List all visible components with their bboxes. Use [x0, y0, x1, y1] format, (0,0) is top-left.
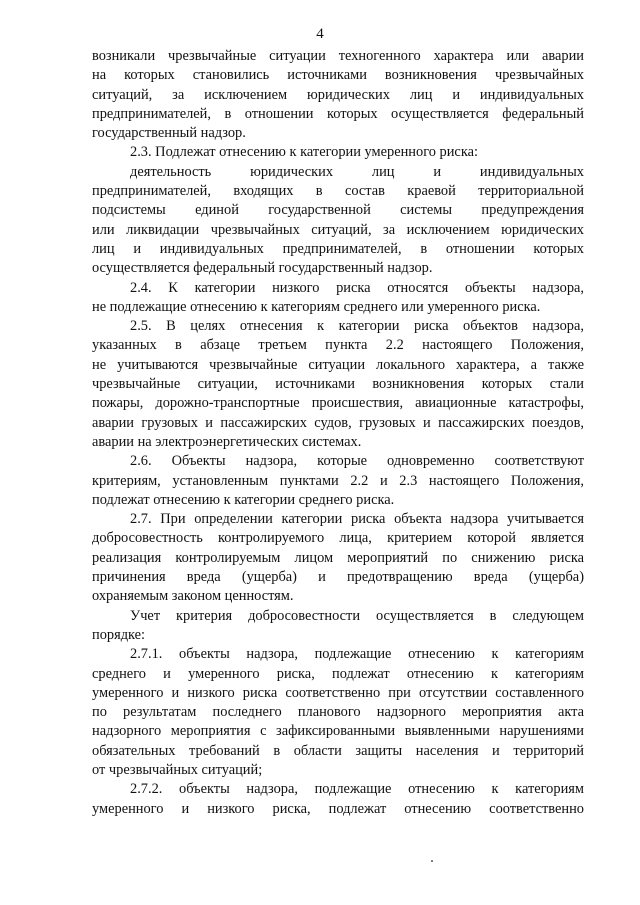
text-line: от чрезвычайных ситуаций; [92, 761, 263, 778]
text-line: 2.3. Подлежат отнесению к категории умеренного риска: [130, 144, 478, 161]
text-line: подсистемы единой государственной системы предупреждения [92, 202, 584, 219]
text-line: умеренного и низкого риска соответственно при отсутствии составленного [92, 684, 584, 701]
text-line: причинения вреда (ущерба) и предотвращению вреда (ущерба) [92, 569, 584, 586]
text-line: Учет критерия добросовестности осуществляется в следующем [130, 607, 584, 624]
text-line: охраняемым законом ценностям. [92, 588, 294, 605]
text-line: на которых становились источниками возникновения чрезвычайных [92, 67, 584, 84]
text-line: не учитываются чрезвычайные ситуации локального характера, а также [92, 356, 584, 373]
text-line: предпринимателей, в отношении которых осуществляется федеральный [92, 105, 584, 122]
text-line: надзорного мероприятия с зафиксированными выявленными нарушениями [92, 723, 584, 740]
paragraph-2-7-1 [92, 645, 584, 780]
text-line: 2.5. В целях отнесения к категории риска объектов надзора, [130, 318, 584, 335]
text-line: не подлежащие отнесению к категориям среднего или умеренного риска. [92, 298, 541, 315]
text-line: осуществляется федеральный государственный надзор. [92, 260, 433, 277]
paragraph-2-3-body [92, 163, 584, 279]
text-line: по результатам последнего планового надзорного мероприятия акта [92, 704, 584, 721]
paragraph-good-faith-criterion [92, 607, 584, 646]
text-line: лиц и индивидуальных предпринимателей, в отношении которых [92, 240, 584, 257]
paragraph-2-4 [92, 279, 584, 318]
text-line: возникали чрезвычайные ситуации техногенного характера или аварии [92, 48, 584, 64]
text-line: ситуаций, за исключением юридических лиц и индивидуальных [92, 86, 584, 103]
text-line: умеренного и низкого риска, подлежат отнесению соответственно [92, 800, 584, 817]
text-line: обязательных требований в области защиты населения и территорий [92, 742, 584, 759]
page-number: 4 [316, 26, 324, 42]
text-line: государственный надзор. [92, 125, 246, 142]
text-line: реализация контролируемым лицом мероприятий по снижению риска [92, 549, 584, 566]
text-line: 2.7.2. объекты надзора, подлежащие отнесению к категориям [130, 781, 584, 798]
text-line: критериям, установленным пунктами 2.2 и 2.3 настоящего Положения, [92, 472, 584, 489]
document-body [92, 47, 584, 819]
text-line: 2.6. Объекты надзора, которые одновременно соответствуют [130, 453, 584, 470]
paragraph-continuation [92, 47, 584, 143]
text-line: деятельность юридических лиц и индивидуальных [130, 163, 584, 180]
scan-speck [431, 860, 433, 862]
text-line: добросовестность контролируемого лица, критерием которой является [92, 530, 584, 547]
text-line: чрезвычайные ситуации, источниками возникновения которых стали [92, 376, 584, 393]
paragraph-2-3 [92, 143, 584, 162]
text-line: 2.7. При определении категории риска объекта надзора учитывается [130, 511, 584, 528]
text-line: указанных в абзаце третьем пункта 2.2 настоящего Положения, [92, 337, 584, 354]
text-line: порядке: [92, 626, 146, 643]
paragraph-2-5 [92, 317, 584, 452]
text-line: 2.4. К категории низкого риска относятся объекты надзора, [130, 279, 584, 296]
text-line: или ликвидации чрезвычайных ситуаций, за исключением юридических [92, 221, 584, 238]
paragraph-2-7-2 [92, 780, 584, 819]
text-line: 2.7.1. объекты надзора, подлежащие отнесению к категориям [130, 646, 584, 663]
paragraph-2-6 [92, 452, 584, 510]
paragraph-2-7 [92, 510, 584, 606]
text-line: подлежат отнесению к категории среднего риска. [92, 491, 395, 508]
text-line: аварии на электроэнергетических системах. [92, 433, 362, 450]
text-line: предпринимателей, входящих в состав краевой территориальной [92, 183, 584, 200]
text-line: пожары, дорожно-транспортные происшествия, авиационные катастрофы, [92, 395, 584, 412]
text-line: аварии грузовых и пассажирских судов, грузовых и пассажирских поездов, [92, 414, 584, 431]
text-line: среднего и умеренного риска, подлежат отнесению к категориям [92, 665, 584, 682]
